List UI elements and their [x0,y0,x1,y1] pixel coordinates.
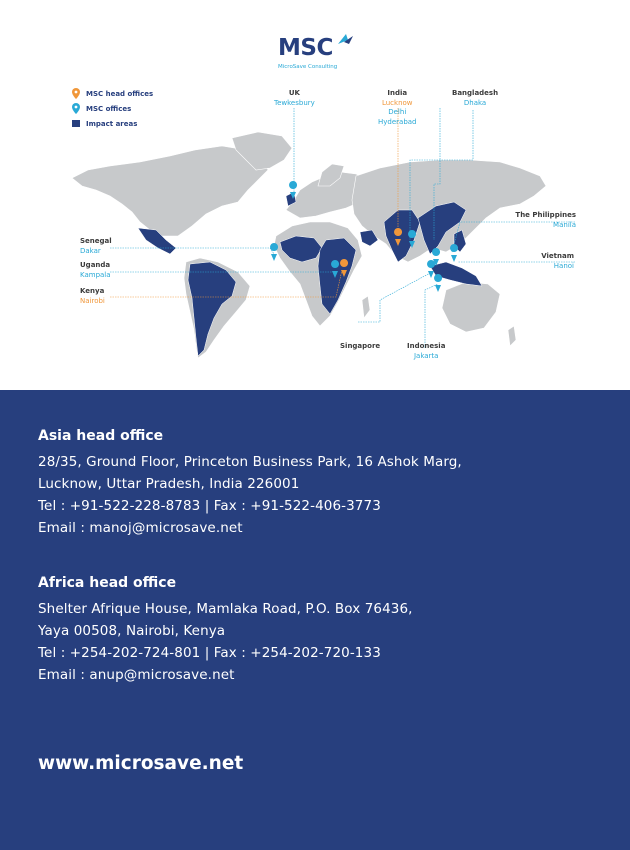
asia-office-title: Asia head office [38,428,164,444]
msc-logo [276,32,356,74]
asia-phone: Tel : +91-522-228-8783 | Fax : +91-522-406-3773 [38,498,381,514]
map-legend [70,86,153,131]
asia-address-line2: Lucknow, Uttar Pradesh, India 226001 [38,476,300,492]
pin-jakarta [434,274,442,292]
new-zealand [508,326,516,346]
africa-address-line2: Yaya 00508, Nairobi, Kenya [38,623,226,639]
website-link[interactable]: www.microsave.net [38,753,244,774]
label-uk: UK Tewkesbury [274,89,315,107]
label-senegal: Senegal Dakar [80,237,112,255]
contact-section [0,390,630,850]
label-kenya: Kenya Nairobi [80,287,105,305]
label-uganda: Uganda Kampala [80,261,111,279]
blue-pin-icon [72,103,80,114]
australia [442,282,500,332]
legend-item-offices [70,101,153,116]
impact-indonesia [430,262,482,286]
label-bangladesh: Bangladesh Dhaka [452,89,499,107]
legend-label: MSC offices [86,104,132,113]
label-singapore: Singapore [340,342,381,350]
legend-item-impact-areas [70,116,153,131]
label-philippines: The Philippines Manila [515,211,576,229]
asia-email[interactable]: Email : manoj@microsave.net [38,520,243,536]
map-section [0,0,630,390]
legend-label: MSC head offices [86,89,154,98]
logo-wordmark: MSC [278,35,333,61]
orange-pin-icon [72,88,80,99]
logo-bird-icon [336,32,354,48]
navy-square-icon [72,120,80,127]
north-america [72,146,268,236]
africa-phone: Tel : +254-202-724-801 | Fax : +254-202-720-133 [38,645,381,661]
label-indonesia: Indonesia Jakarta [407,342,446,360]
label-india: India Lucknow Delhi Hyderabad [378,89,417,126]
madagascar [362,296,370,318]
pin-manila [450,244,458,262]
legend-label: Impact areas [86,119,138,128]
legend-item-head-offices [70,86,153,101]
label-vietnam: Vietnam Hanoi [541,252,574,270]
asia-address-line1: 28/35, Ground Floor, Princeton Business Park, 16 Ashok Marg, [38,454,462,470]
logo-subtitle: MicroSave Consulting [278,64,338,70]
africa-email[interactable]: Email : anup@microsave.net [38,667,235,683]
africa-address-line1: Shelter Afrique House, Mamlaka Road, P.O. Box 76436, [38,601,413,617]
africa-office-title: Africa head office [38,575,177,591]
